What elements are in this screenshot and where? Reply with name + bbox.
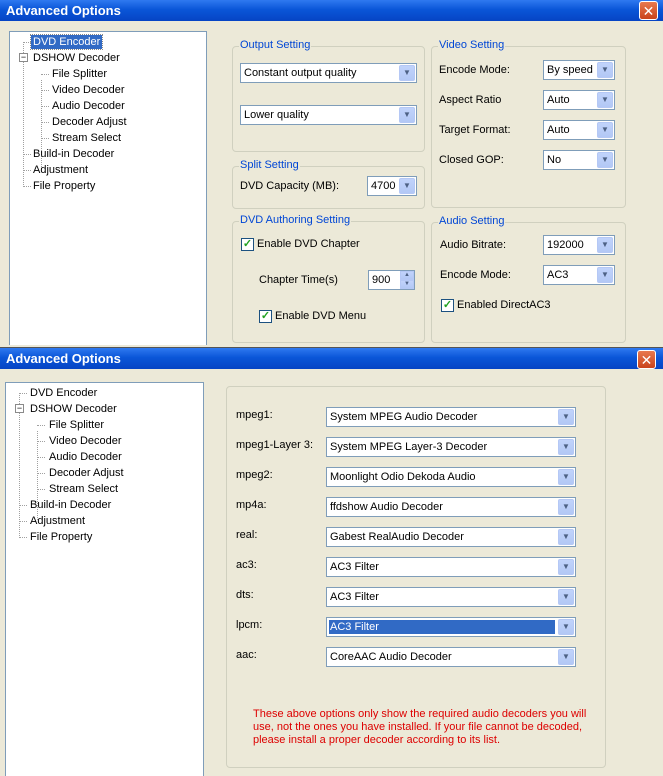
collapse-icon[interactable]: − <box>20 52 27 62</box>
decoder-help-note <box>253 708 593 747</box>
dropdown-arrow-icon[interactable]: ▼ <box>558 649 574 665</box>
tree-item-dvd-encoder[interactable]: DVD Encoder <box>33 36 101 48</box>
decoder-label-mp4a: mp4a: <box>236 499 267 511</box>
chapter-time-label: Chapter Time(s) <box>259 274 338 286</box>
window-1-close-button[interactable] <box>639 1 658 20</box>
video-encode-mode-select[interactable] <box>543 60 615 80</box>
note-line: use, not the ones you have installed. If your file cannot be decoded, <box>253 721 583 733</box>
tree-item-file-splitter[interactable]: File Splitter <box>49 419 105 431</box>
audio-encode-mode-label: Encode Mode: <box>440 269 511 281</box>
dropdown-arrow-icon[interactable]: ▼ <box>558 499 574 515</box>
dropdown-arrow-icon[interactable]: ▼ <box>558 469 574 485</box>
tree-item-build-in-decoder[interactable]: Build-in Decoder <box>33 148 115 160</box>
closed-gop-select[interactable] <box>543 150 615 170</box>
chapter-time-value: 900 <box>372 274 391 286</box>
window-1-options-tree[interactable] <box>9 31 207 345</box>
decoder-select-real[interactable] <box>326 527 576 547</box>
decoder-value-mpeg1: System MPEG Audio Decoder <box>330 411 478 423</box>
decoder-label-real: real: <box>236 529 258 541</box>
dropdown-arrow-icon[interactable]: ▼ <box>597 122 613 138</box>
output-setting-group <box>232 39 425 152</box>
dropdown-arrow-icon[interactable]: ▼ <box>558 619 574 635</box>
spin-up-icon[interactable]: ▲ <box>400 271 414 280</box>
chapter-time-spinner[interactable] <box>368 270 415 290</box>
decoder-value-dts: AC3 Filter <box>330 591 379 603</box>
dvd-capacity-value: 4700 <box>371 180 396 192</box>
target-format-value: Auto <box>547 124 570 136</box>
decoder-value-aac: CoreAAC Audio Decoder <box>330 651 452 663</box>
tree-item-build-in-decoder[interactable]: Build-in Decoder <box>30 499 112 511</box>
decoder-label-aac: aac: <box>236 649 257 661</box>
decoder-label-ac3: ac3: <box>236 559 257 571</box>
window-2-title-bar <box>0 348 663 369</box>
decoder-select-mp4a[interactable] <box>326 497 576 517</box>
tree-item-video-decoder[interactable]: Video Decoder <box>52 84 125 96</box>
decoder-select-mpeg1-layer3[interactable] <box>326 437 576 457</box>
decoder-select-mpeg2[interactable] <box>326 467 576 487</box>
tree-item-file-property[interactable]: File Property <box>33 180 96 192</box>
window-1-title: Advanced Options <box>6 3 121 18</box>
output-setting-title: Output Setting <box>240 39 311 51</box>
dropdown-arrow-icon[interactable]: ▼ <box>399 107 415 123</box>
dropdown-arrow-icon[interactable]: ▼ <box>597 62 613 78</box>
dvd-authoring-title: DVD Authoring Setting <box>240 214 351 226</box>
note-line: please install a proper decoder according to its list. <box>253 734 501 746</box>
decoder-label-mpeg1-layer3: mpeg1-Layer 3: <box>236 439 314 451</box>
output-mode-value: Constant output quality <box>244 67 357 79</box>
enable-dvd-chapter-label: Enable DVD Chapter <box>257 238 360 250</box>
decoder-select-mpeg1[interactable] <box>326 407 576 427</box>
output-quality-select[interactable] <box>240 105 417 125</box>
decoder-label-dts: dts: <box>236 589 254 601</box>
close-x-icon: ✕ <box>640 352 653 368</box>
decoder-label-lpcm: lpcm: <box>236 619 263 631</box>
decoder-value-lpcm: AC3 Filter <box>329 620 555 634</box>
split-setting-title: Split Setting <box>240 159 299 171</box>
window-2-title: Advanced Options <box>6 351 121 366</box>
tree-item-decoder-adjust[interactable]: Decoder Adjust <box>52 116 127 128</box>
window-1-title-bar <box>0 0 663 21</box>
tree-item-stream-select[interactable]: Stream Select <box>52 132 122 144</box>
enable-dvd-menu-label: Enable DVD Menu <box>275 310 367 322</box>
advanced-options-window-1 <box>0 0 663 345</box>
tree-item-audio-decoder[interactable]: Audio Decoder <box>49 451 122 463</box>
audio-bitrate-value: 192000 <box>547 239 584 251</box>
dropdown-arrow-icon[interactable]: ▼ <box>558 409 574 425</box>
dropdown-arrow-icon[interactable]: ▼ <box>558 559 574 575</box>
decoder-select-aac[interactable] <box>326 647 576 667</box>
enabled-directac3-label: Enabled DirectAC3 <box>457 299 551 311</box>
enabled-directac3-checkbox[interactable] <box>441 299 454 312</box>
tree-item-stream-select[interactable]: Stream Select <box>49 483 119 495</box>
closed-gop-label: Closed GOP: <box>439 154 504 166</box>
window-2-options-tree[interactable] <box>5 382 204 776</box>
decoder-value-real: Gabest RealAudio Decoder <box>330 531 464 543</box>
close-x-icon: ✕ <box>642 3 655 19</box>
note-line: These above options only show the required audio decoders you will <box>253 708 587 720</box>
dropdown-arrow-icon[interactable]: ▼ <box>558 529 574 545</box>
target-format-select[interactable] <box>543 120 615 140</box>
audio-bitrate-select[interactable] <box>543 235 615 255</box>
spin-down-icon[interactable]: ▼ <box>400 280 414 289</box>
video-encode-mode-value: By speed <box>547 64 593 76</box>
dropdown-arrow-icon[interactable]: ▼ <box>597 237 613 253</box>
video-setting-title: Video Setting <box>439 39 505 51</box>
tree-item-dshow-decoder[interactable]: DSHOW Decoder <box>33 52 120 64</box>
tree-item-adjustment[interactable]: Adjustment <box>30 515 86 527</box>
decoder-select-ac3[interactable] <box>326 557 576 577</box>
dropdown-arrow-icon[interactable]: ▼ <box>558 589 574 605</box>
aspect-ratio-label: Aspect Ratio <box>439 94 502 106</box>
aspect-ratio-value: Auto <box>547 94 570 106</box>
aspect-ratio-select[interactable] <box>543 90 615 110</box>
audio-encode-mode-select[interactable] <box>543 265 615 285</box>
tree-item-video-decoder[interactable]: Video Decoder <box>49 435 122 447</box>
enable-dvd-chapter-checkbox[interactable] <box>241 238 254 251</box>
target-format-label: Target Format: <box>439 124 511 136</box>
encode-mode-label: Encode Mode: <box>439 64 510 76</box>
dvd-capacity-select[interactable] <box>367 176 417 196</box>
dropdown-arrow-icon[interactable]: ▼ <box>597 267 613 283</box>
dvd-capacity-label: DVD Capacity (MB): <box>240 180 340 192</box>
collapse-icon[interactable]: − <box>16 403 23 413</box>
audio-encode-mode-value: AC3 <box>547 269 569 281</box>
decoder-value-mp4a: ffdshow Audio Decoder <box>330 501 443 513</box>
dropdown-arrow-icon[interactable]: ▼ <box>399 178 415 194</box>
decoder-value-mpeg2: Moonlight Odio Dekoda Audio <box>330 471 476 483</box>
tree-item-dshow-decoder[interactable]: DSHOW Decoder <box>30 403 117 415</box>
check-icon: ✓ <box>242 238 253 250</box>
decoder-select-lpcm[interactable] <box>326 617 576 637</box>
audio-bitrate-label: Audio Bitrate: <box>440 239 507 251</box>
dropdown-arrow-icon[interactable]: ▼ <box>558 439 574 455</box>
dropdown-arrow-icon[interactable]: ▼ <box>399 65 415 81</box>
decoder-label-mpeg2: mpeg2: <box>236 469 273 481</box>
decoder-value-mpeg1-layer3: System MPEG Layer-3 Decoder <box>330 441 488 453</box>
dropdown-arrow-icon[interactable]: ▼ <box>597 152 613 168</box>
decoder-value-ac3: AC3 Filter <box>330 561 379 573</box>
tree-item-decoder-adjust[interactable]: Decoder Adjust <box>49 467 124 479</box>
tree-item-file-property[interactable]: File Property <box>30 531 93 543</box>
tree-item-adjustment[interactable]: Adjustment <box>33 164 89 176</box>
tree-item-audio-decoder[interactable]: Audio Decoder <box>52 100 125 112</box>
tree-item-dvd-encoder[interactable]: DVD Encoder <box>30 387 98 399</box>
output-quality-value: Lower quality <box>244 109 309 121</box>
audio-setting-title: Audio Setting <box>439 215 505 227</box>
window-2-close-button[interactable] <box>637 350 656 369</box>
check-icon: ✓ <box>442 299 453 311</box>
check-icon: ✓ <box>260 310 271 322</box>
enable-dvd-menu-checkbox[interactable] <box>259 310 272 323</box>
tree-item-file-splitter[interactable]: File Splitter <box>52 68 108 80</box>
advanced-options-window-2 <box>0 347 663 776</box>
decoder-select-dts[interactable] <box>326 587 576 607</box>
decoder-label-mpeg1: mpeg1: <box>236 409 273 421</box>
closed-gop-value: No <box>547 154 562 166</box>
dropdown-arrow-icon[interactable]: ▼ <box>597 92 613 108</box>
output-mode-select[interactable] <box>240 63 417 83</box>
